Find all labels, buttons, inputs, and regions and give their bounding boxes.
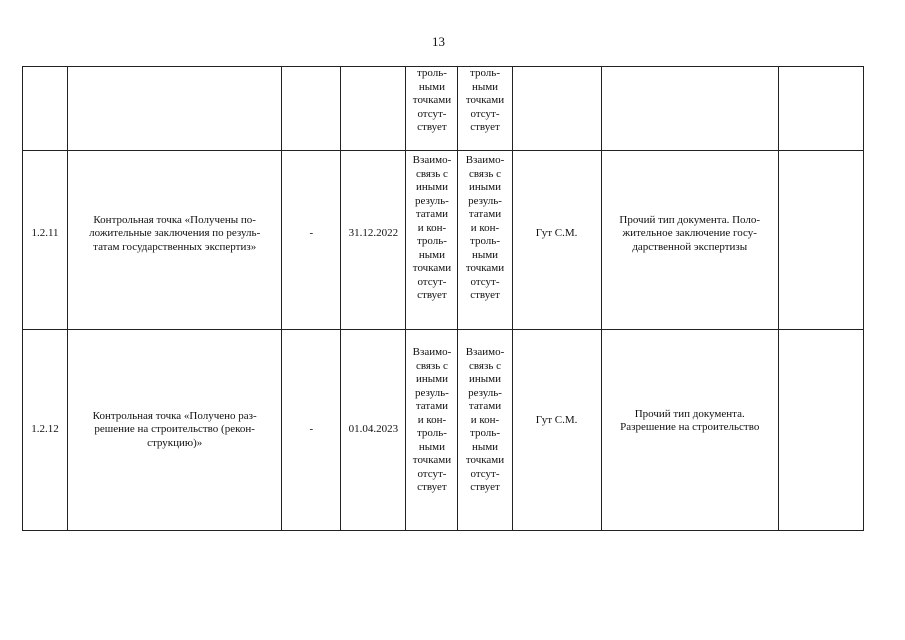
cell-text-line: и кон-: [470, 413, 500, 426]
cell-text-line: дарственной экспертизы: [632, 240, 748, 253]
cell-text-line: ствует: [417, 481, 447, 493]
cell-text-line: ными: [418, 248, 445, 261]
cell-text-line: Взаимо-: [412, 154, 452, 166]
cell-text-line: точками: [465, 454, 505, 466]
cell-text-line: точками: [412, 94, 452, 106]
cell-text-line: татами: [468, 208, 502, 220]
cell-text-line: точками: [465, 262, 505, 274]
cell-text-line: точками: [412, 454, 452, 466]
control-points-table: [22, 66, 864, 531]
cell-text-line: связь с: [469, 359, 501, 372]
cell-text-line: ными: [418, 80, 445, 93]
relation-cell-b: [458, 330, 512, 531]
cell-text-line: жительное заключение госу-: [622, 227, 757, 240]
cell-text-line: татами: [415, 400, 449, 412]
row-number-cell: [23, 67, 68, 151]
table-row: [23, 67, 864, 151]
cell-text-line: связь с: [415, 167, 448, 180]
cell-text-line: ными: [471, 80, 499, 93]
cell-text-line: резуль-: [415, 386, 449, 399]
cell-text-line: и кон-: [470, 221, 500, 234]
cell-text-line: решение на строительство (рекон-: [94, 423, 255, 436]
cell-text-line: резуль-: [415, 194, 449, 207]
cell-text-line: троль-: [470, 67, 500, 79]
due-date-cell: 31.12.2022: [341, 151, 406, 330]
table-row: [23, 151, 864, 330]
responsible-cell: Гут С.М.: [512, 330, 601, 531]
responsible-cell: Гут С.М.: [512, 151, 601, 330]
relation-cell-a: [406, 330, 458, 531]
cell-text-line: иными: [468, 181, 501, 193]
cell-text-line: троль-: [470, 235, 500, 247]
cell-text-line: иными: [415, 181, 448, 193]
empty-cell: [778, 67, 863, 151]
cell-text-line: троль-: [416, 67, 447, 79]
cell-text-line: троль-: [470, 427, 500, 439]
relation-cell-a: [406, 67, 458, 151]
base-date-cell: -: [282, 330, 341, 531]
cell-text-line: и кон-: [417, 413, 447, 426]
cell-text-line: Контрольная точка «Получено раз-: [92, 409, 257, 422]
empty-cell: [778, 151, 863, 330]
cell-text-line: отсут-: [417, 107, 447, 120]
cell-text-line: ствует: [470, 121, 500, 133]
cell-text-line: связь с: [415, 359, 448, 372]
table-body: [23, 67, 864, 531]
cell-text-line: Прочий тип документа. Поло-: [619, 213, 761, 226]
cell-text-line: ствует: [470, 481, 500, 493]
relation-cell-a: [406, 151, 458, 330]
cell-text-line: татами: [415, 208, 449, 220]
cell-text-line: отсут-: [417, 275, 447, 288]
base-date-cell: [282, 67, 341, 151]
cell-text-line: Взаимо-: [465, 154, 505, 166]
cell-text-line: отсут-: [470, 467, 500, 480]
cell-text-line: троль-: [416, 235, 447, 247]
document-type-cell: [601, 67, 778, 151]
cell-text-line: резуль-: [468, 194, 502, 207]
row-number-cell: 1.2.11: [23, 151, 68, 330]
cell-text-line: иными: [415, 373, 448, 385]
cell-text-line: ствует: [417, 121, 447, 133]
relation-cell-b: [458, 67, 512, 151]
responsible-cell: [512, 67, 601, 151]
cell-text-line: Взаимо-: [412, 346, 452, 358]
cell-text-line: Разрешение на строительство: [620, 421, 760, 433]
page-number: 13: [432, 34, 445, 49]
cell-text-line: ствует: [470, 289, 500, 301]
document-type-cell: [601, 151, 778, 330]
cell-text-line: отсут-: [417, 467, 447, 480]
relation-cell-b: [458, 151, 512, 330]
cell-text-line: татами: [468, 400, 502, 412]
cell-text-line: точками: [412, 262, 452, 274]
control-point-name-cell: [68, 330, 282, 531]
cell-text-line: Прочий тип документа.: [634, 407, 745, 420]
cell-text-line: Взаимо-: [465, 346, 505, 358]
cell-text-line: отсут-: [470, 107, 500, 120]
cell-text-line: ными: [418, 440, 445, 453]
cell-text-line: связь с: [469, 167, 501, 180]
empty-cell: [778, 330, 863, 531]
cell-text-line: и кон-: [417, 221, 447, 234]
cell-text-line: татам государственных экспертиз»: [93, 240, 257, 253]
control-point-name-cell: [68, 67, 282, 151]
control-point-name-cell: [68, 151, 282, 330]
cell-text-line: Контрольная точка «Получены по-: [93, 213, 256, 226]
due-date-cell: 01.04.2023: [341, 330, 406, 531]
cell-text-line: иными: [468, 373, 501, 385]
cell-text-line: точками: [465, 94, 505, 106]
document-type-cell: [601, 330, 778, 531]
table-row: [23, 330, 864, 531]
base-date-cell: -: [282, 151, 341, 330]
cell-text-line: ложительные заключения по резуль-: [89, 227, 261, 240]
due-date-cell: [341, 67, 406, 151]
row-number-cell: 1.2.12: [23, 330, 68, 531]
cell-text-line: отсут-: [470, 275, 500, 288]
cell-text-line: резуль-: [468, 386, 502, 399]
cell-text-line: ствует: [417, 289, 447, 301]
cell-text-line: ными: [471, 248, 499, 261]
cell-text-line: троль-: [416, 427, 447, 439]
cell-text-line: струкцию)»: [147, 436, 203, 449]
cell-text-line: ными: [471, 440, 499, 453]
